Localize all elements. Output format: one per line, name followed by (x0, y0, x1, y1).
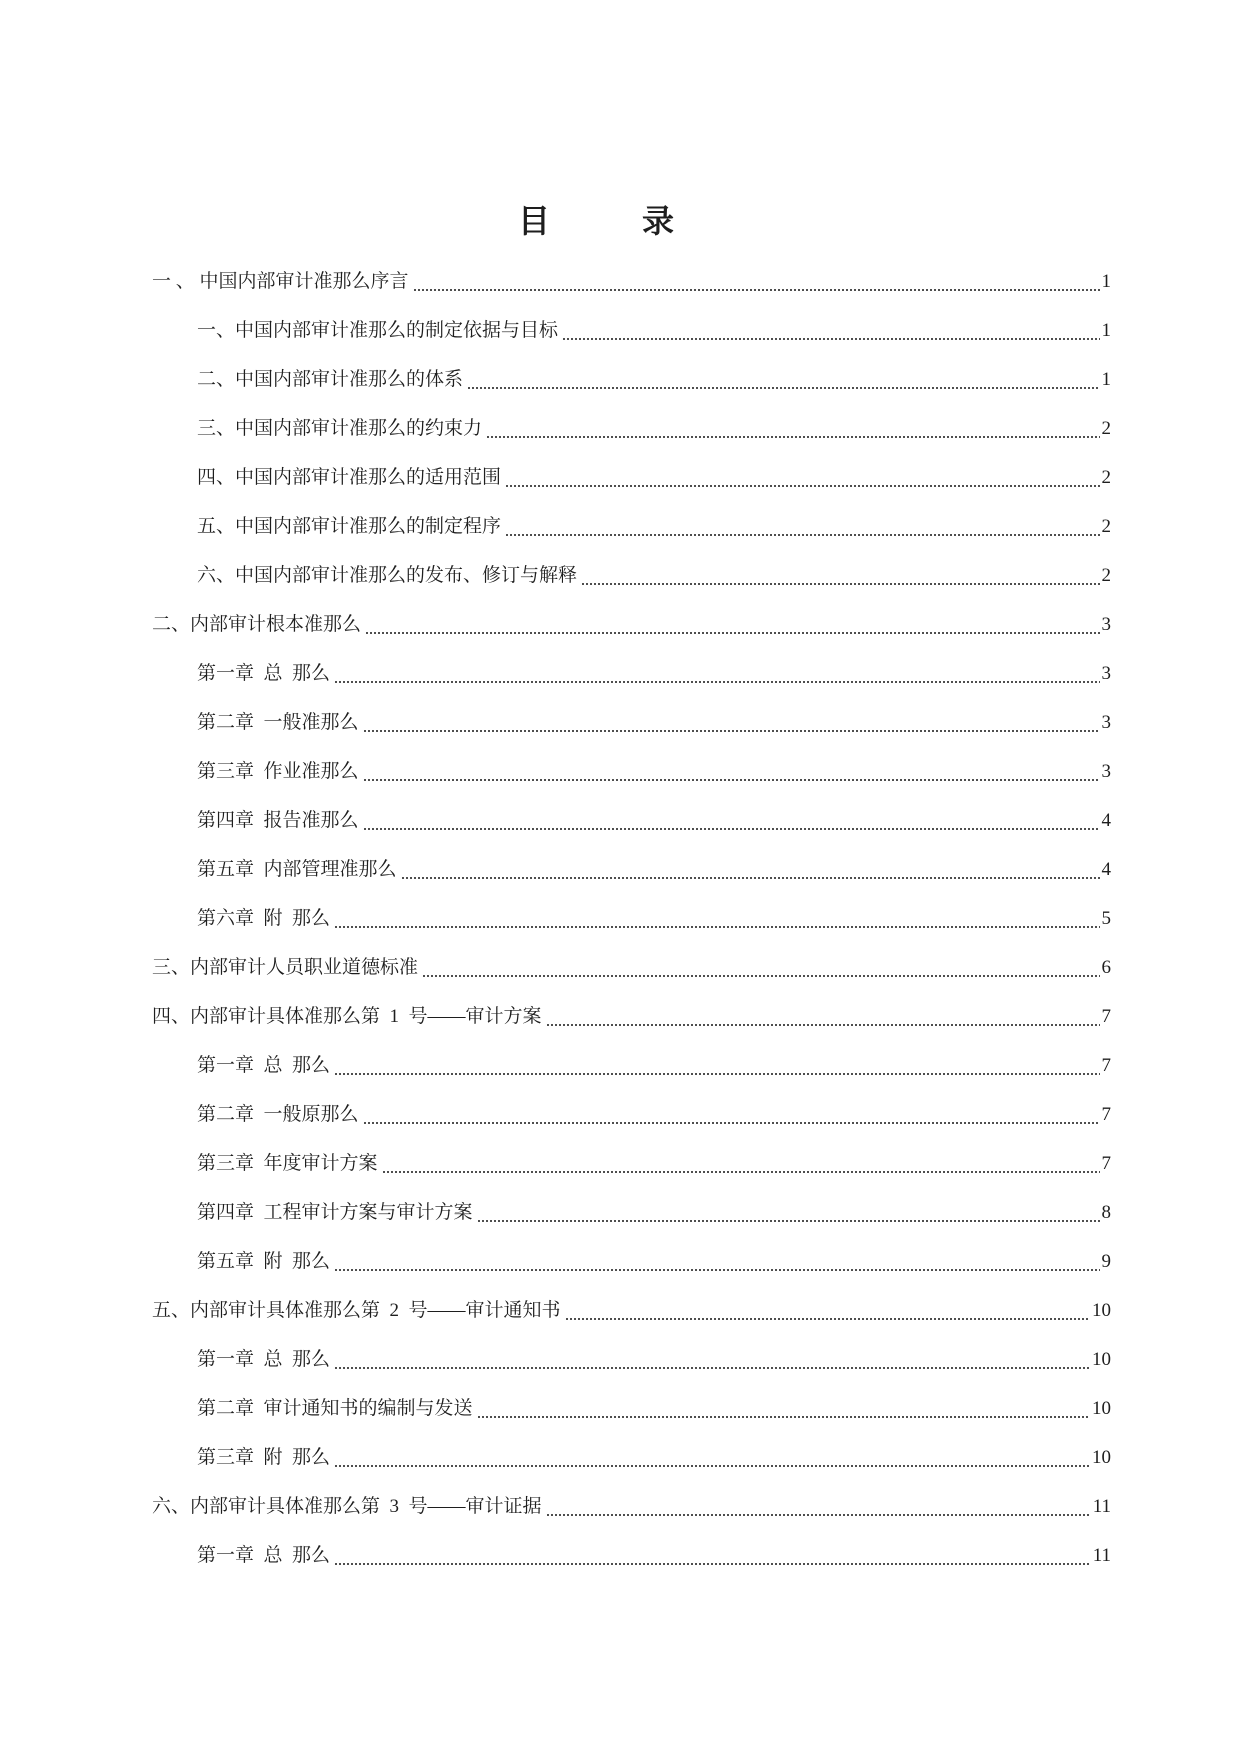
toc-entry-page-number: 7 (1101, 1153, 1111, 1174)
toc-subsection-entry (152, 1433, 1111, 1482)
table-of-contents (152, 257, 1111, 1580)
toc-entry-page-number: 1 (1101, 369, 1111, 390)
toc-entry-page-number: 2 (1101, 418, 1111, 439)
toc-entry-title: 第二章 一般原那么 (197, 1104, 359, 1125)
toc-entry-page-number: 2 (1101, 516, 1111, 537)
toc-entry-page-number: 10 (1092, 1300, 1111, 1321)
toc-entry-title: 第六章 附 那么 (197, 908, 331, 929)
toc-subsection-entry (152, 453, 1111, 502)
toc-entry-page-number: 10 (1092, 1447, 1111, 1468)
toc-dot-leader (334, 1335, 1090, 1384)
toc-entry-page-number: 9 (1101, 1251, 1111, 1272)
toc-entry-title: 第二章 审计通知书的编制与发送 (197, 1398, 473, 1419)
toc-dot-leader (334, 1041, 1099, 1090)
toc-dot-leader (334, 1433, 1090, 1482)
toc-entry-page-number: 1 (1101, 320, 1111, 341)
toc-dot-leader (382, 1139, 1100, 1188)
toc-dot-leader (505, 453, 1099, 502)
toc-entry-page-number: 7 (1101, 1006, 1111, 1027)
toc-entry-title: 第三章 附 那么 (197, 1447, 331, 1468)
toc-entry-page-number: 6 (1101, 957, 1111, 978)
toc-dot-leader (401, 845, 1100, 894)
toc-dot-leader (363, 747, 1100, 796)
toc-entry-title: 第三章 年度审计方案 (197, 1153, 378, 1174)
toc-dot-leader (365, 600, 1099, 649)
toc-dot-leader (363, 698, 1100, 747)
toc-dot-leader (546, 1482, 1091, 1531)
toc-section-entry (152, 257, 1111, 306)
toc-subsection-entry (152, 698, 1111, 747)
toc-subsection-entry (152, 404, 1111, 453)
toc-dot-leader (334, 1531, 1091, 1580)
toc-entry-page-number: 3 (1101, 663, 1111, 684)
toc-dot-leader (363, 1090, 1100, 1139)
toc-entry-page-number: 1 (1101, 271, 1111, 292)
toc-section-entry (152, 992, 1111, 1041)
toc-entry-title: 第四章 报告准那么 (197, 810, 359, 831)
toc-section-entry (152, 600, 1111, 649)
toc-dot-leader (565, 1286, 1090, 1335)
toc-entry-title: 四、中国内部审计准那么的适用范围 (197, 467, 502, 488)
toc-entry-page-number: 2 (1101, 467, 1111, 488)
toc-entry-page-number: 7 (1101, 1055, 1111, 1076)
toc-dot-leader (546, 992, 1100, 1041)
toc-subsection-entry (152, 1188, 1111, 1237)
toc-subsection-entry (152, 1041, 1111, 1090)
toc-dot-leader (467, 355, 1099, 404)
toc-entry-page-number: 3 (1101, 761, 1111, 782)
toc-dot-leader (334, 894, 1099, 943)
toc-dot-leader (422, 943, 1099, 992)
toc-dot-leader (477, 1188, 1100, 1237)
toc-entry-title: 一、中国内部审计准那么的制定依据与目标 (197, 320, 559, 341)
toc-entry-title: 四、内部审计具体准那么第 1 号——审计方案 (152, 1006, 542, 1027)
toc-entry-title: 五、内部审计具体准那么第 2 号——审计通知书 (152, 1300, 561, 1321)
toc-entry-title: 三、内部审计人员职业道德标准 (152, 957, 419, 978)
toc-dot-leader (486, 404, 1099, 453)
toc-dot-leader (334, 1237, 1099, 1286)
toc-entry-page-number: 10 (1092, 1398, 1111, 1419)
toc-dot-leader (477, 1384, 1090, 1433)
toc-entry-page-number: 5 (1101, 908, 1111, 929)
toc-entry-page-number: 7 (1101, 1104, 1111, 1125)
toc-dot-leader (363, 796, 1100, 845)
toc-entry-title: 六、内部审计具体准那么第 3 号——审计证据 (152, 1496, 542, 1517)
toc-subsection-entry (152, 306, 1111, 355)
toc-entry-page-number: 11 (1092, 1496, 1111, 1517)
toc-entry-title: 六、中国内部审计准那么的发布、修订与解释 (197, 565, 578, 586)
toc-entry-title: 第五章 附 那么 (197, 1251, 331, 1272)
toc-subsection-entry (152, 1531, 1111, 1580)
toc-entry-title: 二、内部审计根本准那么 (152, 614, 362, 635)
toc-subsection-entry (152, 355, 1111, 404)
toc-entry-title: 第五章 内部管理准那么 (197, 859, 397, 880)
toc-entry-title: 第一章 总 那么 (197, 1545, 331, 1566)
toc-subsection-entry (152, 551, 1111, 600)
toc-section-entry (152, 1286, 1111, 1335)
toc-dot-leader (581, 551, 1099, 600)
toc-entry-page-number: 11 (1092, 1545, 1111, 1566)
toc-subsection-entry (152, 1237, 1111, 1286)
toc-section-entry (152, 1482, 1111, 1531)
toc-dot-leader (562, 306, 1099, 355)
toc-subsection-entry (152, 1335, 1111, 1384)
toc-entry-title: 五、中国内部审计准那么的制定程序 (197, 516, 502, 537)
toc-entry-title: 第三章 作业准那么 (197, 761, 359, 782)
toc-entry-title: 第一章 总 那么 (197, 663, 331, 684)
toc-dot-leader (505, 502, 1099, 551)
toc-dot-leader (413, 257, 1100, 306)
toc-dot-leader (334, 649, 1099, 698)
table-of-contents-title: 目 录 (518, 203, 717, 239)
toc-entry-title: 第二章 一般准那么 (197, 712, 359, 733)
toc-entry-page-number: 4 (1101, 859, 1111, 880)
toc-entry-page-number: 3 (1101, 614, 1111, 635)
toc-subsection-entry (152, 796, 1111, 845)
toc-entry-title: 第一章 总 那么 (197, 1349, 331, 1370)
toc-entry-title: 一 、 中国内部审计准那么序言 (152, 271, 409, 292)
toc-entry-title: 第一章 总 那么 (197, 1055, 331, 1076)
toc-entry-title: 二、中国内部审计准那么的体系 (197, 369, 464, 390)
toc-entry-title: 第四章 工程审计方案与审计方案 (197, 1202, 473, 1223)
toc-entry-page-number: 4 (1101, 810, 1111, 831)
toc-subsection-entry (152, 1384, 1111, 1433)
toc-subsection-entry (152, 894, 1111, 943)
toc-subsection-entry (152, 649, 1111, 698)
toc-section-entry (152, 943, 1111, 992)
toc-entry-page-number: 2 (1101, 565, 1111, 586)
toc-subsection-entry (152, 502, 1111, 551)
toc-subsection-entry (152, 1139, 1111, 1188)
toc-subsection-entry (152, 747, 1111, 796)
toc-entry-title: 三、中国内部审计准那么的约束力 (197, 418, 483, 439)
toc-entry-page-number: 8 (1101, 1202, 1111, 1223)
toc-entry-page-number: 10 (1092, 1349, 1111, 1370)
toc-subsection-entry (152, 1090, 1111, 1139)
toc-entry-page-number: 3 (1101, 712, 1111, 733)
toc-subsection-entry (152, 845, 1111, 894)
